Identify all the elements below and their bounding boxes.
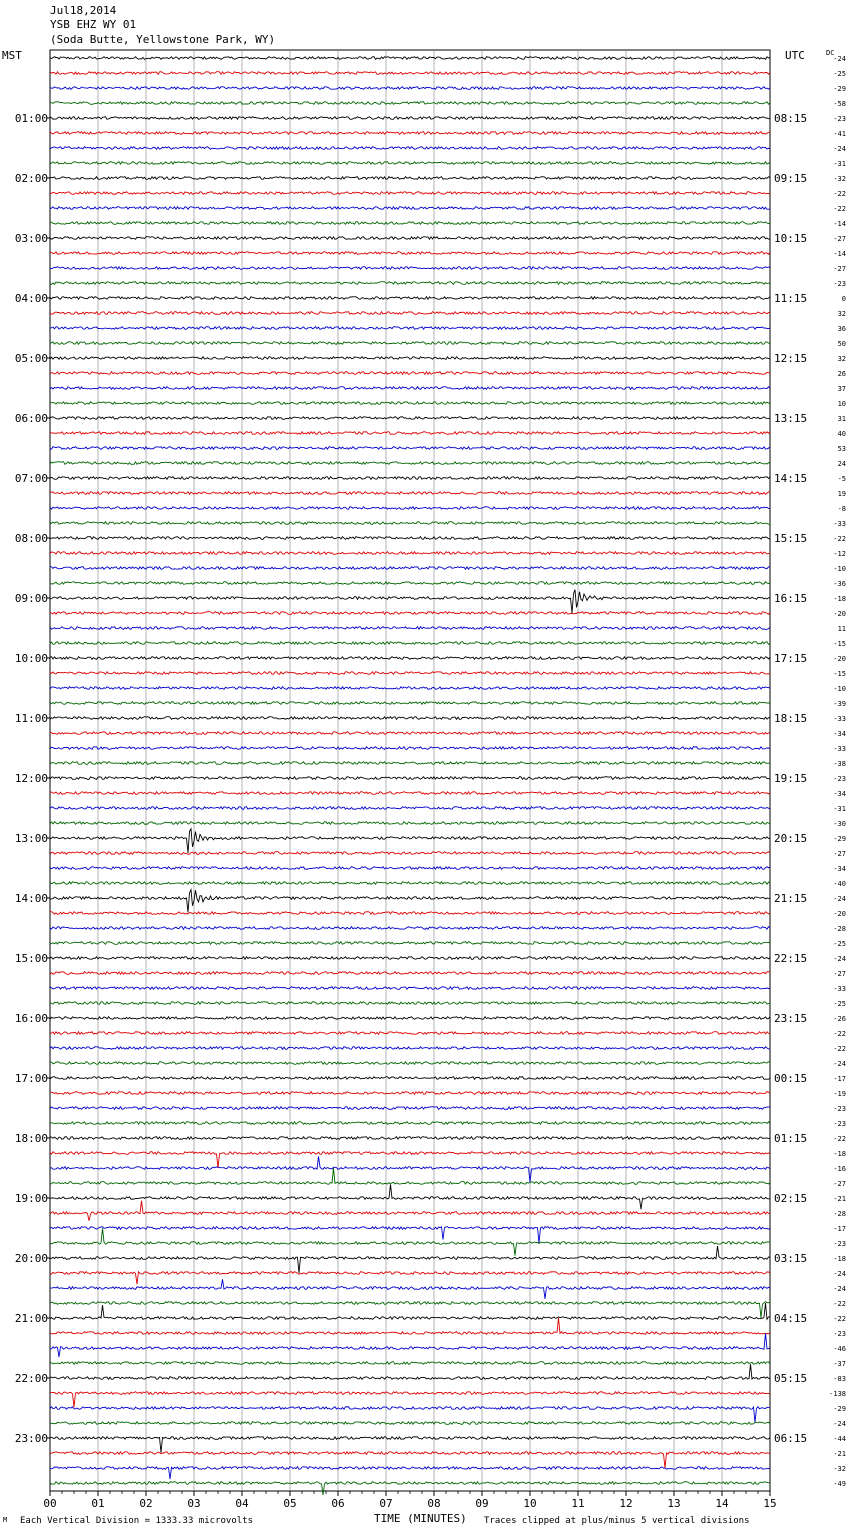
seismic-trace: [50, 1279, 770, 1299]
seismic-trace: [50, 1318, 770, 1334]
seismic-trace: [50, 1467, 770, 1479]
dc-offset-label: -33: [833, 715, 846, 723]
seismic-trace: [50, 132, 770, 135]
left-hour-label: 13:00: [14, 832, 48, 845]
seismic-trace: [50, 1107, 770, 1110]
seismic-trace: [50, 1392, 770, 1407]
seismic-trace: [50, 1302, 770, 1318]
seismic-trace: [50, 567, 770, 570]
dc-offset-label: -21: [833, 1195, 846, 1203]
seismic-trace: [50, 762, 770, 765]
dc-offset-label: 31: [837, 415, 846, 423]
dc-offset-label: -12: [833, 550, 846, 558]
dc-offset-label: 50: [837, 340, 846, 348]
dc-offset-label: 11: [837, 625, 846, 633]
seismic-trace: [50, 657, 770, 660]
left-hour-label: 08:00: [14, 532, 48, 545]
seismic-trace: [50, 477, 770, 480]
dc-offset-label: -15: [833, 640, 846, 648]
dc-offset-label: -17: [833, 1075, 846, 1083]
dc-offset-label: -18: [833, 1150, 846, 1158]
right-hour-label: 08:15: [774, 112, 808, 125]
seismic-trace: [50, 357, 770, 360]
seismic-trace: [50, 1002, 770, 1005]
x-tick-label: 15: [763, 1497, 777, 1510]
seismic-trace: [50, 1062, 770, 1065]
dc-offset-label: 10: [837, 400, 846, 408]
seismic-trace: [50, 1077, 770, 1080]
dc-offset-label: -18: [833, 595, 846, 603]
dc-offset-label: -25: [833, 70, 846, 78]
seismic-trace: [50, 1272, 770, 1285]
seismic-trace: [50, 627, 770, 630]
dc-offset-label: -14: [833, 220, 846, 228]
seismic-trace: [50, 252, 770, 255]
dc-offset-label: -8: [837, 505, 846, 513]
left-hour-label: 20:00: [14, 1252, 48, 1265]
seismic-trace: [50, 1152, 770, 1168]
right-hour-label: 21:15: [774, 892, 808, 905]
dc-offset-label: -32: [833, 175, 846, 183]
seismic-trace: [50, 882, 770, 885]
dc-offset-label: 53: [837, 445, 846, 453]
right-hour-label: 20:15: [774, 832, 808, 845]
left-hour-label: 15:00: [14, 952, 48, 965]
right-timezone-label: UTC: [785, 49, 805, 62]
seismic-trace: [50, 1092, 770, 1095]
dc-offset-label: -22: [833, 1315, 846, 1323]
right-hour-label: 05:15: [774, 1372, 808, 1385]
seismic-trace: [50, 297, 770, 300]
dc-offset-label: -28: [833, 925, 846, 933]
dc-offset-label: -33: [833, 985, 846, 993]
seismic-trace: [50, 1047, 770, 1050]
left-hour-label: 10:00: [14, 652, 48, 665]
x-tick-label: 05: [283, 1497, 297, 1510]
seismic-trace: [50, 852, 770, 855]
seismic-trace: [50, 1137, 770, 1140]
seismic-trace: [50, 1364, 770, 1379]
right-hour-label: 18:15: [774, 712, 808, 725]
seismic-trace: [50, 777, 770, 780]
dc-offset-label: -41: [833, 130, 846, 138]
dc-offset-label: -34: [833, 865, 846, 873]
seismic-trace: [50, 987, 770, 990]
corner-mark: M: [3, 1516, 8, 1524]
dc-offset-label: -49: [833, 1480, 846, 1488]
dc-offset-label: -22: [833, 1135, 846, 1143]
dc-offset-label: -24: [833, 1270, 846, 1278]
right-hour-label: 01:15: [774, 1132, 808, 1145]
seismic-trace: [50, 492, 770, 495]
seismic-trace: [50, 537, 770, 540]
left-hour-label: 01:00: [14, 112, 48, 125]
dc-offset-label: -58: [833, 100, 846, 108]
dc-offset-label: -19: [833, 1090, 846, 1098]
left-hour-label: 05:00: [14, 352, 48, 365]
dc-offset-label: -22: [833, 1030, 846, 1038]
x-tick-label: 09: [475, 1497, 489, 1510]
clip-note: Traces clipped at plus/minus 5 vertical divisions: [484, 1516, 750, 1526]
seismic-trace: [50, 147, 770, 150]
right-hour-label: 16:15: [774, 592, 808, 605]
left-hour-label: 12:00: [14, 772, 48, 785]
dc-offset-label: -27: [833, 235, 846, 243]
seismic-trace: [50, 792, 770, 795]
dc-offset-label: -24: [833, 55, 846, 63]
dc-offset-label: -18: [833, 1255, 846, 1263]
seismic-trace: [50, 102, 770, 105]
dc-offset-label: -29: [833, 1405, 846, 1413]
dc-offset-label: -23: [833, 1105, 846, 1113]
seismic-trace: [50, 192, 770, 195]
seismic-trace: [50, 327, 770, 330]
seismic-trace: [50, 612, 770, 615]
dc-offset-label: -15: [833, 670, 846, 678]
dc-offset-label: -27: [833, 265, 846, 273]
x-tick-label: 13: [667, 1497, 681, 1510]
dc-offset-label: 32: [837, 310, 846, 318]
dc-offset-label: -14: [833, 250, 846, 258]
dc-offset-label: -24: [833, 145, 846, 153]
seismic-trace: [50, 177, 770, 180]
seismic-trace: [50, 927, 770, 930]
left-hour-label: 22:00: [14, 1372, 48, 1385]
recording-date: Jul18,2014: [50, 4, 117, 17]
seismic-trace: [50, 1333, 770, 1357]
x-tick-label: 11: [571, 1497, 585, 1510]
seismic-trace: [50, 747, 770, 750]
dc-offset-label: -21: [833, 1450, 846, 1458]
dc-offset-label: -10: [833, 565, 846, 573]
seismic-trace: [50, 807, 770, 810]
seismic-trace: [50, 117, 770, 120]
dc-offset-label: -25: [833, 940, 846, 948]
seismic-trace: [50, 237, 770, 240]
left-hour-label: 04:00: [14, 292, 48, 305]
seismic-trace: [50, 1201, 770, 1221]
x-tick-label: 01: [91, 1497, 105, 1510]
left-hour-label: 14:00: [14, 892, 48, 905]
x-tick-label: 03: [187, 1497, 201, 1510]
dc-offset-label: 37: [837, 385, 846, 393]
right-hour-label: 10:15: [774, 232, 808, 245]
dc-offset-label: -34: [833, 790, 846, 798]
right-hour-label: 19:15: [774, 772, 808, 785]
seismic-trace: [50, 162, 770, 165]
seismic-trace: [50, 822, 770, 825]
dc-offset-label: -39: [833, 700, 846, 708]
seismic-trace: [50, 387, 770, 390]
right-hour-label: 04:15: [774, 1312, 808, 1325]
seismic-trace: [50, 1246, 770, 1273]
x-tick-label: 08: [427, 1497, 441, 1510]
seismic-trace: [50, 1422, 770, 1425]
dc-offset-label: -31: [833, 805, 846, 813]
seismic-trace: [50, 672, 770, 675]
x-tick-label: 02: [139, 1497, 153, 1510]
dc-offset-label: -30: [833, 820, 846, 828]
right-hour-label: 17:15: [774, 652, 808, 665]
dc-offset-label: 19: [837, 490, 846, 498]
right-hour-label: 09:15: [774, 172, 808, 185]
dc-offset-label: -24: [833, 895, 846, 903]
left-hour-label: 16:00: [14, 1012, 48, 1025]
x-tick-label: 04: [235, 1497, 249, 1510]
dc-offset-label: 40: [837, 430, 846, 438]
dc-offset-label: -20: [833, 610, 846, 618]
dc-offset-header: DC: [826, 49, 835, 57]
seismic-trace: [50, 522, 770, 525]
x-tick-label: 12: [619, 1497, 633, 1510]
dc-offset-label: -5: [837, 475, 846, 483]
seismic-trace: [50, 972, 770, 975]
seismic-trace: [50, 1228, 770, 1255]
seismic-trace: [50, 1184, 770, 1209]
dc-offset-label: -27: [833, 970, 846, 978]
seismic-trace: [50, 957, 770, 960]
seismic-trace: [50, 1168, 770, 1184]
dc-offset-label: -36: [833, 580, 846, 588]
seismic-trace: [50, 1032, 770, 1035]
dc-offset-label: -16: [833, 1165, 846, 1173]
right-hour-label: 03:15: [774, 1252, 808, 1265]
seismic-trace: [50, 1362, 770, 1365]
dc-offset-label: -22: [833, 1045, 846, 1053]
dc-offset-label: -29: [833, 85, 846, 93]
plot-frame: [50, 50, 770, 1491]
seismic-trace: [50, 642, 770, 645]
dc-offset-label: -23: [833, 1330, 846, 1338]
seismic-trace: [50, 942, 770, 945]
seismic-trace: [50, 1227, 770, 1243]
left-hour-label: 03:00: [14, 232, 48, 245]
station-code: YSB EHZ WY 01: [50, 18, 137, 31]
scale-note: Each Vertical Division = 1333.33 microvolts: [20, 1516, 253, 1526]
dc-offset-label: -17: [833, 1225, 846, 1233]
left-timezone-label: MST: [2, 49, 22, 62]
dc-offset-label: -27: [833, 1180, 846, 1188]
left-hour-label: 06:00: [14, 412, 48, 425]
dc-offset-label: -34: [833, 730, 846, 738]
dc-offset-label: -28: [833, 1210, 846, 1218]
dc-offset-label: -25: [833, 1000, 846, 1008]
seismic-trace: [50, 890, 770, 913]
right-hour-label: 15:15: [774, 532, 808, 545]
seismic-trace: [50, 402, 770, 405]
station-location: (Soda Butte, Yellowstone Park, WY): [50, 33, 276, 46]
seismic-trace: [50, 1452, 770, 1468]
dc-offset-label: -27: [833, 850, 846, 858]
seismic-trace: [50, 447, 770, 450]
right-hour-label: 22:15: [774, 952, 808, 965]
seismic-trace: [50, 590, 770, 613]
dc-offset-label: -22: [833, 535, 846, 543]
seismic-trace: [50, 342, 770, 345]
seismic-trace: [50, 1303, 770, 1319]
seismic-trace: [50, 207, 770, 210]
left-hour-label: 11:00: [14, 712, 48, 725]
dc-offset-label: -10: [833, 685, 846, 693]
dc-offset-label: -29: [833, 835, 846, 843]
dc-offset-label: -46: [833, 1345, 846, 1353]
dc-offset-label: -33: [833, 520, 846, 528]
seismic-trace: [50, 417, 770, 420]
dc-offset-label: -22: [833, 1300, 846, 1308]
seismic-trace: [50, 462, 770, 465]
dc-offset-label: -20: [833, 655, 846, 663]
seismic-trace: [50, 312, 770, 315]
dc-offset-label: -24: [833, 1420, 846, 1428]
dc-offset-label: -31: [833, 160, 846, 168]
right-hour-label: 11:15: [774, 292, 808, 305]
seismic-trace: [50, 372, 770, 375]
x-tick-label: 00: [43, 1497, 57, 1510]
seismic-trace: [50, 552, 770, 555]
seismic-trace: [50, 1156, 770, 1182]
seismic-trace: [50, 717, 770, 720]
dc-offset-label: -23: [833, 115, 846, 123]
seismic-trace: [50, 267, 770, 270]
left-hour-label: 09:00: [14, 592, 48, 605]
left-hour-label: 19:00: [14, 1192, 48, 1205]
seismic-trace: [50, 432, 770, 435]
right-hour-label: 13:15: [774, 412, 808, 425]
seismic-trace: [50, 507, 770, 510]
dc-offset-label: -22: [833, 205, 846, 213]
seismic-trace: [50, 87, 770, 90]
seismic-trace: [50, 867, 770, 870]
x-axis-title: TIME (MINUTES): [374, 1512, 467, 1525]
x-tick-label: 14: [715, 1497, 729, 1510]
left-hour-label: 02:00: [14, 172, 48, 185]
right-hour-label: 14:15: [774, 472, 808, 485]
dc-offset-label: -23: [833, 280, 846, 288]
dc-offset-label: -24: [833, 955, 846, 963]
dc-offset-label: -24: [833, 1060, 846, 1068]
dc-offset-label: -33: [833, 745, 846, 753]
dc-offset-label: -24: [833, 1285, 846, 1293]
seismic-trace: [50, 72, 770, 75]
left-hour-label: 07:00: [14, 472, 48, 485]
dc-offset-label: -83: [833, 1375, 846, 1383]
x-tick-label: 07: [379, 1497, 393, 1510]
seismic-trace: [50, 57, 770, 60]
seismic-trace: [50, 222, 770, 225]
seismic-trace: [50, 1437, 770, 1453]
dc-offset-label: -20: [833, 910, 846, 918]
dc-offset-label: 26: [837, 370, 846, 378]
dc-offset-label: 32: [837, 355, 846, 363]
left-hour-label: 23:00: [14, 1432, 48, 1445]
seismic-trace: [50, 1407, 770, 1423]
right-hour-label: 12:15: [774, 352, 808, 365]
dc-offset-label: 24: [837, 460, 846, 468]
dc-offset-label: -23: [833, 775, 846, 783]
seismic-trace: [50, 1122, 770, 1125]
seismic-trace: [50, 732, 770, 735]
dc-offset-label: -40: [833, 880, 846, 888]
x-tick-label: 06: [331, 1497, 345, 1510]
right-hour-label: 00:15: [774, 1072, 808, 1085]
x-tick-label: 10: [523, 1497, 537, 1510]
seismic-trace: [50, 702, 770, 705]
seismic-trace: [50, 282, 770, 285]
right-hour-label: 23:15: [774, 1012, 808, 1025]
dc-offset-label: -37: [833, 1360, 846, 1368]
dc-offset-label: -26: [833, 1015, 846, 1023]
dc-offset-label: -32: [833, 1465, 846, 1473]
dc-offset-label: -138: [829, 1390, 846, 1398]
left-hour-label: 21:00: [14, 1312, 48, 1325]
dc-offset-label: -22: [833, 190, 846, 198]
dc-offset-label: -23: [833, 1240, 846, 1248]
dc-offset-label: -23: [833, 1120, 846, 1128]
left-hour-label: 18:00: [14, 1132, 48, 1145]
left-hour-label: 17:00: [14, 1072, 48, 1085]
seismic-trace: [50, 1017, 770, 1020]
dc-offset-label: -38: [833, 760, 846, 768]
seismic-trace: [50, 687, 770, 690]
seismic-trace: [50, 829, 770, 853]
seismic-trace: [50, 582, 770, 585]
dc-offset-label: -44: [833, 1435, 846, 1443]
dc-offset-label: 0: [841, 295, 846, 303]
dc-offset-label: 36: [837, 325, 846, 333]
right-hour-label: 06:15: [774, 1432, 808, 1445]
seismic-trace: [50, 912, 770, 915]
right-hour-label: 02:15: [774, 1192, 808, 1205]
